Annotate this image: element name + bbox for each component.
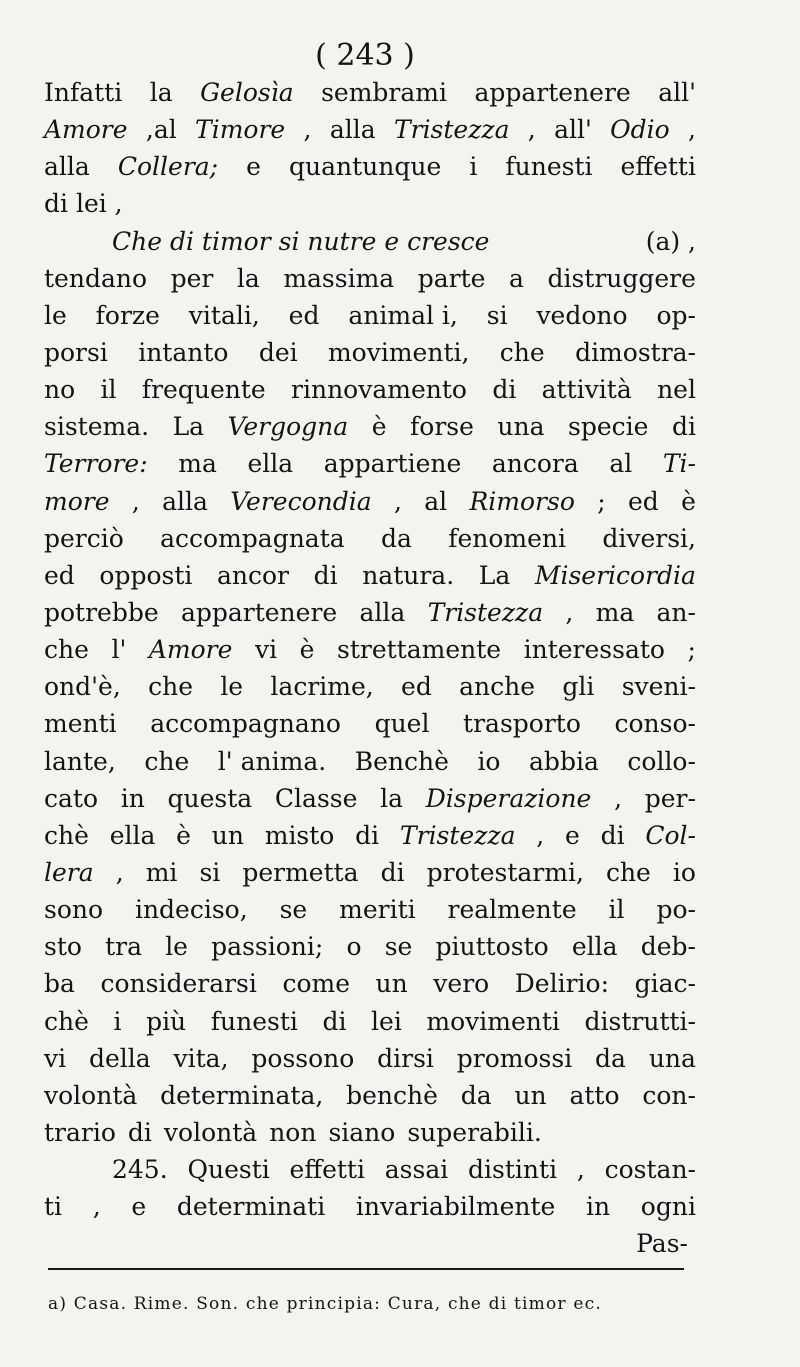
word: una [648,1043,696,1073]
word: ma [178,449,217,479]
word: l' [111,635,127,665]
word: appartiene [323,449,462,479]
word: superabili. [407,1117,542,1147]
word: ,al [145,115,177,145]
word: Misericordia [534,560,696,590]
word: mi [145,857,178,887]
word: appartenere [474,78,631,107]
word: assai [384,1155,449,1185]
word: po- [656,895,696,925]
word: Odio [610,115,670,145]
word: Amore [44,115,128,145]
word: alla [44,152,90,182]
text-line [44,185,696,222]
word: distruggere [547,263,696,293]
word: animal i, [348,300,458,330]
word: al [424,486,448,516]
word: ella [247,449,294,479]
word: le [220,672,244,702]
word: lei [371,1006,402,1036]
word: chè [44,1006,89,1036]
word: dimostra- [575,337,696,367]
word: Tristezza [393,115,510,145]
word: ma [595,597,635,627]
word: collo- [627,746,696,776]
footnote-divider [48,1268,684,1270]
word: trasporto [463,709,581,739]
word: possono [251,1043,355,1073]
word: strettamente [337,635,502,665]
word: misto [264,820,335,850]
text-line [44,297,696,334]
word: quantunque [289,152,442,182]
word: e [246,152,261,182]
text-line [44,557,696,594]
word: vitali, [188,300,260,330]
word: alla [359,597,406,627]
word: Gelosìa [200,78,294,107]
word: di [322,1006,347,1036]
word: more [44,486,110,516]
text-line [44,445,696,482]
word: fenomeni [448,523,567,553]
word: per- [644,783,696,813]
word: Disperazione [425,783,592,813]
page-number: ( 243 ) [315,38,415,73]
text-line [44,965,696,1002]
word: menti [44,709,117,739]
word: determinata, [160,1080,324,1110]
word: come [282,969,350,999]
text-line [44,520,696,557]
word: meriti [339,895,416,925]
word: realmente [447,895,577,925]
text-line [44,223,696,260]
word: Infatti [44,78,123,107]
word: Amore [148,635,233,665]
word: che [148,672,193,702]
word: ed [401,672,432,702]
word: determinati [176,1192,326,1222]
word: al [609,449,633,479]
word: la [380,783,404,813]
word: vedono [536,300,628,330]
word: un [514,1080,547,1110]
word: sono [44,895,104,925]
text-line [44,260,696,297]
word: in [586,1192,611,1222]
word: vero [433,969,490,999]
text-line [44,668,696,705]
text-line [44,1114,696,1151]
text-line [44,705,696,742]
word: promossi [456,1043,573,1073]
word: io [477,746,501,776]
word: passioni; [211,932,324,962]
word: forze [95,300,160,330]
word: La [478,560,511,590]
word: attività [541,375,632,405]
text-line [44,780,696,817]
text-line [44,1225,696,1262]
word: è [176,820,191,850]
word: frequente [141,375,266,405]
word: porsi [44,337,108,367]
word: ella [109,820,156,850]
word: da [460,1080,492,1110]
word: il [100,375,117,405]
word: il [608,895,625,925]
word: trario [44,1117,116,1147]
text-line [44,334,696,371]
word: le [44,300,67,330]
word: interessato [523,635,665,665]
word: se [279,895,308,925]
word: conso- [614,709,696,739]
word: appartenere [180,597,338,627]
word: Verecondia [230,486,372,516]
word: ; [687,635,696,665]
word: che [144,746,190,776]
word: giac- [634,969,696,999]
word: accompagnano [150,709,341,739]
word: da [380,523,412,553]
word: effetti [289,1155,365,1185]
word: distinti [468,1155,558,1185]
word: si [199,857,221,887]
word: an- [656,597,696,627]
word: (a) , [645,226,696,256]
word: abbia [529,746,599,776]
text-line [44,1188,696,1225]
word: ancora [491,449,579,479]
word: permetta [242,857,359,887]
word: lante, [44,746,116,776]
word: ba [44,969,75,999]
word: di [380,857,405,887]
word: vita, [173,1043,229,1073]
word: considerarsi [100,969,257,999]
word: in [120,783,145,813]
word: Tristezza [427,597,544,627]
word: effetti [620,152,696,182]
word: , [115,857,124,887]
word: più [146,1006,187,1036]
word: , [303,115,312,145]
word: e [131,1192,147,1222]
word: forse [410,412,474,442]
word: Vergogna [227,412,349,442]
word: di [492,375,517,405]
text-line [44,1151,696,1188]
word: è [299,635,315,665]
word: sistema. [44,412,150,442]
text-line [44,594,696,631]
word: i [113,1006,122,1036]
word: che [44,635,89,665]
word: di lei , [44,189,123,219]
word: , [131,486,140,516]
word: a [509,263,524,293]
word: movimenti, [327,337,470,367]
word: che [499,337,545,367]
word: sveni- [621,672,696,702]
text-line [44,743,696,780]
word: Col- [645,820,696,850]
word: della [88,1043,151,1073]
word: di [313,560,338,590]
word: sto [44,932,82,962]
word: Pas- [636,1229,688,1259]
word: invariabilmente [355,1192,556,1222]
word: l' anima. [217,746,327,776]
word: per [170,263,214,293]
text-line [44,928,696,965]
word: deb- [640,932,696,962]
word: , [536,820,545,850]
text-line [44,891,696,928]
word: perciò [44,523,124,553]
word: benchè [346,1080,438,1110]
word: all' [658,78,696,107]
text-line [44,111,696,148]
word: nel [657,375,696,405]
word: Questi [187,1155,270,1185]
word: con- [642,1080,696,1110]
word: ond'è, [44,672,121,702]
word: gli [562,672,595,702]
word: ancor [216,560,289,590]
word: siano [328,1117,396,1147]
word: atto [569,1080,620,1110]
word: lera [44,857,94,887]
word: Ti- [662,449,696,479]
word: quel [374,709,430,739]
word: , [576,1155,585,1185]
word: Che di timor si nutre e cresce [112,226,490,256]
word: specie [568,412,649,442]
text-line [44,1003,696,1040]
word: all' [554,115,592,145]
word: anche [459,672,536,702]
word: no [44,375,76,405]
word: ti [44,1192,63,1222]
word: chè [44,820,89,850]
word: ; [597,486,606,516]
word: , [527,115,536,145]
text-line [44,74,696,111]
word: Benchè [354,746,449,776]
text-line [44,408,696,445]
word: e [565,820,580,850]
word: Delirio: [514,969,610,999]
footnote-text: a) Casa. Rime. Son. che principia: Cura, che di timor ec. [48,1294,602,1314]
word: costan- [604,1155,696,1185]
text-line [44,1077,696,1114]
word: piuttosto [435,932,549,962]
word: volontà [163,1117,258,1147]
footnote [48,1292,688,1316]
word: o [346,932,362,962]
word: opposti [99,560,193,590]
word: Collera; [117,152,219,182]
word: Tristezza [399,820,516,850]
word: protestarmi, [426,857,584,887]
word: Timore [195,115,286,145]
word: la [149,78,173,107]
word: di [355,820,380,850]
word: un [375,969,408,999]
word: intanto [138,337,229,367]
word: di [671,412,696,442]
word: parte [417,263,486,293]
word: Classe [274,783,358,813]
word: massima [283,263,395,293]
word: 245. [112,1155,168,1185]
word: vi [254,635,278,665]
text-line [44,483,696,520]
word: ella [571,932,618,962]
text-line [44,854,696,891]
word: non [269,1117,317,1147]
word: diversi, [602,523,696,553]
word: è [371,412,387,442]
word: una [497,412,545,442]
text-line [44,817,696,854]
word: rinnovamento [291,375,467,405]
word: Terrore: [44,449,148,479]
text-line [44,371,696,408]
word: io [672,857,696,887]
word: vi [44,1043,67,1073]
word: funesti [505,152,593,182]
word: indeciso, [134,895,248,925]
word: tra [105,932,143,962]
text-line [44,631,696,668]
word: , [688,115,696,145]
word: ed [44,560,75,590]
word: La [172,412,205,442]
body-text [44,74,696,1263]
word: ed [288,300,320,330]
word: ed [627,486,659,516]
word: alla [329,115,376,145]
word: natura. [362,560,455,590]
word: volontà [44,1080,138,1110]
word: lacrime, [270,672,374,702]
word: potrebbe [44,597,159,627]
word: movimenti [426,1006,560,1036]
word: , [565,597,574,627]
word: tendano [44,263,148,293]
word: cato [44,783,99,813]
word: op- [656,300,696,330]
word: distrutti- [584,1006,696,1036]
word: , [393,486,402,516]
word: da [595,1043,626,1073]
word: dei [258,337,298,367]
word: ogni [640,1192,696,1222]
word: un [211,820,244,850]
word: , [92,1192,101,1222]
word: la [236,263,260,293]
word: sembrami [321,78,447,107]
word: dirsi [377,1043,434,1073]
word: di [600,820,625,850]
word: alla [162,486,208,516]
word: accompagnata [160,523,345,553]
word: funesti [210,1006,298,1036]
word: se [384,932,413,962]
word: le [165,932,188,962]
text-line [44,1040,696,1077]
word: , [614,783,623,813]
word: questa [167,783,253,813]
text-line [44,148,696,185]
word: Rimorso [469,486,575,516]
word: di [127,1117,152,1147]
word: che [605,857,651,887]
word: è [681,486,696,516]
word: i [469,152,478,182]
word: si [486,300,508,330]
